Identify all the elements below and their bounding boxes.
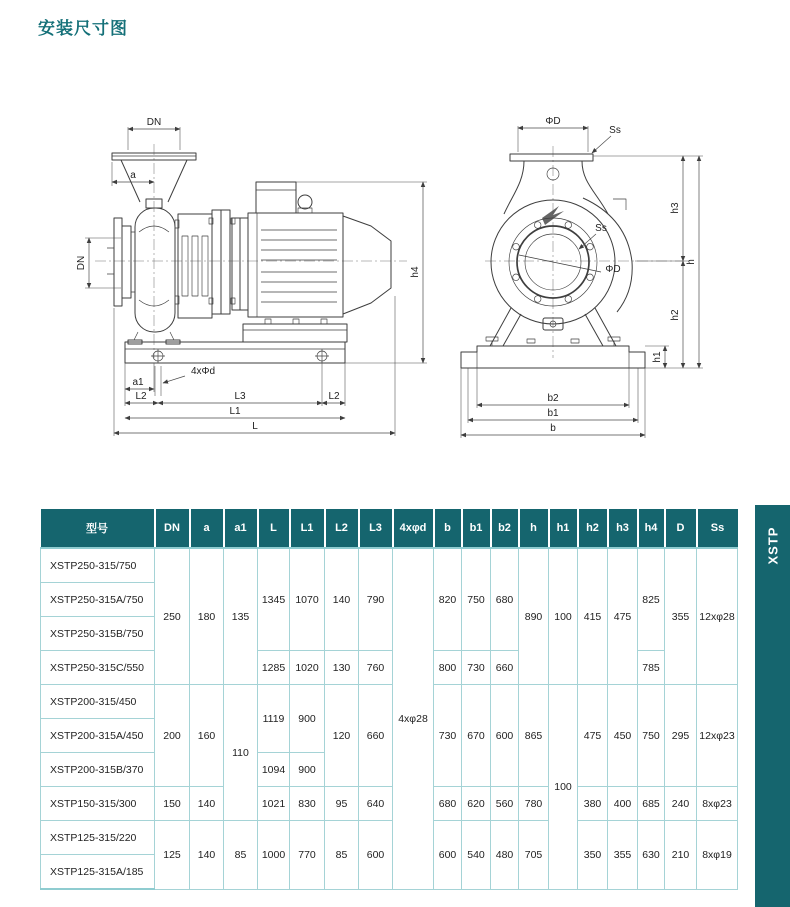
table-row — [41, 548, 738, 583]
value-cell: 630 — [638, 821, 665, 890]
dim-label-h3: h3 — [670, 202, 681, 214]
model-cell: XSTP125-315A/185 — [41, 855, 155, 890]
dim-label-bolt-note: 4xΦd — [190, 366, 216, 377]
value-cell: 820 — [434, 548, 462, 651]
value-cell: 150 — [155, 787, 190, 821]
column-header: L2 — [325, 509, 359, 548]
column-header: Ss — [697, 509, 738, 548]
value-cell: 200 — [155, 685, 190, 787]
value-cell: 350 — [578, 821, 608, 890]
model-cell: XSTP250-315/750 — [41, 548, 155, 583]
column-header: h2 — [578, 509, 608, 548]
column-header: h3 — [608, 509, 638, 548]
value-cell: 120 — [325, 685, 359, 787]
value-cell: 1000 — [258, 821, 290, 890]
table-row — [41, 821, 738, 855]
column-header: 型号 — [41, 509, 155, 548]
page-title: 安装尺寸图 — [38, 19, 128, 38]
value-cell: 890 — [519, 548, 549, 685]
value-cell: 600 — [359, 821, 393, 890]
column-header: DN — [155, 509, 190, 548]
value-cell: 475 — [578, 685, 608, 787]
value-cell: 1070 — [290, 548, 325, 651]
value-cell: 705 — [519, 821, 549, 890]
column-header: D — [665, 509, 697, 548]
value-cell: 685 — [638, 787, 665, 821]
installation-drawing — [35, 100, 735, 462]
value-cell: 355 — [665, 548, 697, 685]
value-cell: 8xφ19 — [697, 821, 738, 890]
value-cell: 800 — [434, 651, 462, 685]
value-cell: 480 — [491, 821, 519, 890]
end-view — [461, 116, 703, 438]
value-cell: 180 — [190, 548, 224, 685]
value-cell: 355 — [608, 821, 638, 890]
dimension-table-section — [40, 509, 738, 890]
value-cell: 135 — [224, 548, 258, 685]
value-cell: 790 — [359, 548, 393, 651]
value-cell: 110 — [224, 685, 258, 821]
value-cell: 380 — [578, 787, 608, 821]
dim-label-dn-top: DN — [146, 117, 162, 128]
value-cell: 680 — [491, 548, 519, 651]
value-cell: 1094 — [258, 753, 290, 787]
value-cell: 1020 — [290, 651, 325, 685]
model-cell: XSTP200-315A/450 — [41, 719, 155, 753]
series-side-tab — [755, 505, 790, 907]
column-header: h — [519, 509, 549, 548]
dim-label-b: b — [550, 423, 556, 434]
value-cell: 85 — [224, 821, 258, 890]
value-cell: 865 — [519, 685, 549, 787]
value-cell: 1021 — [258, 787, 290, 821]
dim-label-b1: b1 — [547, 408, 559, 419]
column-header: L3 — [359, 509, 393, 548]
dim-label-h: h — [686, 259, 697, 265]
value-cell: 400 — [608, 787, 638, 821]
value-cell: 95 — [325, 787, 359, 821]
column-header: h4 — [638, 509, 665, 548]
value-cell: 750 — [638, 685, 665, 787]
model-cell: XSTP250-315C/550 — [41, 651, 155, 685]
dim-label-l2-right: L2 — [328, 391, 340, 402]
value-cell: 12xφ28 — [697, 548, 738, 685]
table-row — [41, 787, 738, 821]
value-cell: 100 — [549, 548, 578, 685]
value-cell: 125 — [155, 821, 190, 890]
dim-label-l1: L1 — [229, 406, 241, 417]
value-cell: 140 — [325, 548, 359, 651]
value-cell: 1119 — [258, 685, 290, 753]
dim-label-h4: h4 — [410, 266, 421, 278]
value-cell: 730 — [462, 651, 491, 685]
value-cell: 140 — [190, 821, 224, 890]
value-cell: 670 — [462, 685, 491, 787]
anchor-bolt-symbol — [151, 349, 329, 363]
column-header: h1 — [549, 509, 578, 548]
value-cell: 1345 — [258, 548, 290, 651]
table-body — [41, 548, 738, 889]
model-cell: XSTP200-315B/370 — [41, 753, 155, 787]
model-cell: XSTP250-315A/750 — [41, 583, 155, 617]
table-header-row — [41, 509, 738, 548]
value-cell: 140 — [190, 787, 224, 821]
value-cell: 830 — [290, 787, 325, 821]
value-cell: 450 — [608, 685, 638, 787]
value-cell: 85 — [325, 821, 359, 890]
value-cell: 250 — [155, 548, 190, 685]
column-header: L — [258, 509, 290, 548]
model-cell: XSTP200-315/450 — [41, 685, 155, 719]
value-cell: 210 — [665, 821, 697, 890]
value-cell: 640 — [359, 787, 393, 821]
value-cell: 8xφ23 — [697, 787, 738, 821]
dim-label-l3: L3 — [234, 391, 246, 402]
column-header: b1 — [462, 509, 491, 548]
value-cell: 560 — [491, 787, 519, 821]
dim-label-phid-flange: ΦD — [605, 264, 621, 275]
value-cell: 415 — [578, 548, 608, 685]
value-cell: 900 — [290, 685, 325, 753]
dimension-table — [40, 509, 738, 890]
pump-dimension-figure — [35, 100, 735, 462]
value-cell: 240 — [665, 787, 697, 821]
dim-label-a1: a1 — [132, 377, 144, 388]
table-row — [41, 685, 738, 719]
dim-label-phid-top: ΦD — [545, 116, 561, 127]
column-header: b2 — [491, 509, 519, 548]
dim-label-a: a — [130, 170, 136, 181]
dim-label-b2: b2 — [547, 393, 559, 404]
value-cell: 475 — [608, 548, 638, 685]
model-cell: XSTP150-315/300 — [41, 787, 155, 821]
series-tab-label: XSTP — [765, 526, 780, 565]
dim-label-ss-top: Ss — [609, 125, 621, 136]
dim-label-dn-side: DN — [76, 255, 87, 271]
value-cell: 620 — [462, 787, 491, 821]
dim-label-h1: h1 — [652, 351, 663, 363]
value-cell: 760 — [359, 651, 393, 685]
value-cell: 12xφ23 — [697, 685, 738, 787]
value-cell: 730 — [434, 685, 462, 787]
side-view — [76, 117, 427, 436]
model-cell: XSTP250-315B/750 — [41, 617, 155, 651]
value-cell: 600 — [434, 821, 462, 890]
value-cell: 295 — [665, 685, 697, 787]
value-cell: 660 — [359, 685, 393, 787]
dim-label-l: L — [252, 421, 258, 432]
column-header: a1 — [224, 509, 258, 548]
value-cell: 540 — [462, 821, 491, 890]
value-cell: 680 — [434, 787, 462, 821]
value-cell: 825 — [638, 548, 665, 651]
value-cell: 160 — [190, 685, 224, 787]
dim-label-h2: h2 — [670, 309, 681, 321]
value-cell: 600 — [491, 685, 519, 787]
value-cell: 4xφ28 — [393, 548, 434, 889]
value-cell: 900 — [290, 753, 325, 787]
dim-label-l2-left: L2 — [135, 391, 147, 402]
value-cell: 1285 — [258, 651, 290, 685]
column-header: b — [434, 509, 462, 548]
dim-label-ss-flange: Ss — [595, 223, 607, 234]
value-cell: 780 — [519, 787, 549, 821]
model-cell: XSTP125-315/220 — [41, 821, 155, 855]
column-header: L1 — [290, 509, 325, 548]
value-cell: 660 — [491, 651, 519, 685]
value-cell: 130 — [325, 651, 359, 685]
value-cell: 750 — [462, 548, 491, 651]
value-cell: 785 — [638, 651, 665, 685]
value-cell: 100 — [549, 685, 578, 890]
column-header: 4xφd — [393, 509, 434, 548]
value-cell: 770 — [290, 821, 325, 890]
column-header: a — [190, 509, 224, 548]
